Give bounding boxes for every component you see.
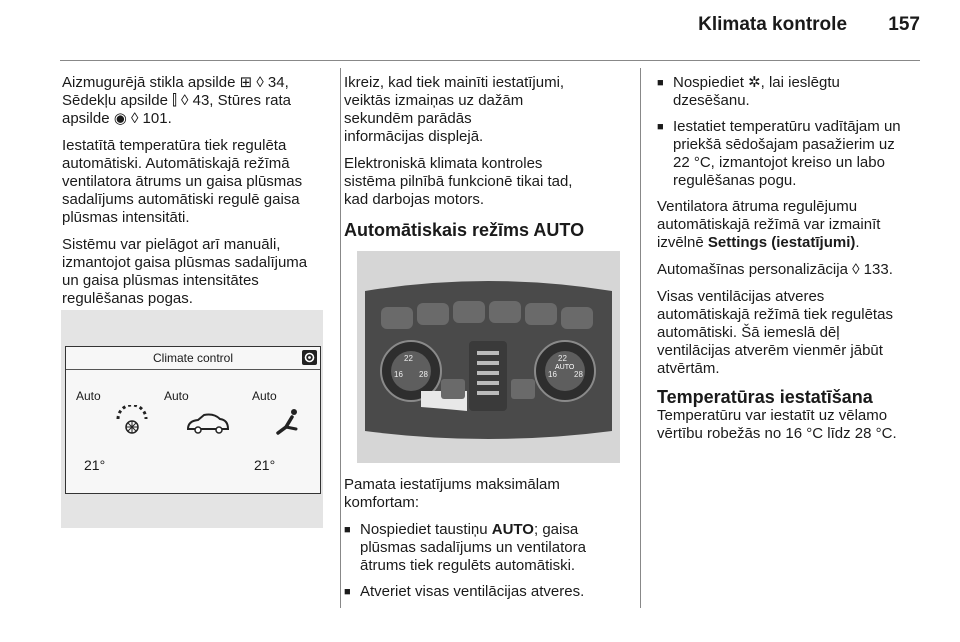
text-line: Nospiediet ✲, lai ieslēgtu	[673, 74, 840, 91]
text-line: sekundēm parādās	[344, 110, 472, 127]
paragraph-vents	[657, 288, 919, 378]
settings-icon	[302, 350, 317, 365]
paragraph-heating-refs	[62, 74, 324, 128]
settings-menu-label: Settings (iestatījumi)	[707, 234, 856, 251]
seat-icon	[274, 407, 302, 444]
heading-auto-mode: Automātiskais režīms AUTO	[344, 220, 585, 240]
heading-temperature-setting: Temperatūras iestatīšana	[657, 387, 873, 407]
header-rule	[60, 60, 920, 61]
paragraph-comfort	[344, 476, 612, 512]
text-line: veiktās izmaiņas uz dažām	[344, 92, 524, 109]
paragraph-manual	[62, 236, 324, 308]
text-line: Nospiediet taustiņu	[360, 521, 492, 538]
text-line: automātiski. Šā iemeslā dēļ	[657, 324, 840, 341]
list-item	[657, 118, 919, 190]
list-item	[344, 521, 612, 575]
text-line: ventilatora ātrums un gaisa plūsmas	[62, 173, 303, 190]
paragraph-info-display	[344, 74, 612, 146]
column-2	[344, 74, 612, 249]
display-title-bar	[66, 347, 320, 370]
text-line: automātiski. Automātiskajā režīmā	[62, 155, 290, 172]
temp-left: 21°	[84, 457, 106, 473]
knob-right-min: 16	[548, 370, 557, 379]
text-line: Temperatūru var iestatīt uz vēlamo	[657, 407, 888, 424]
paragraph-temp-range	[657, 407, 919, 443]
auto-label-seat: Auto	[252, 389, 277, 403]
text-line: apsilde ◉ ◊ 101.	[62, 110, 172, 127]
text-line: automātiskajā režīmā tiek regulētas	[657, 306, 893, 323]
text-line: plūsmas sadalījums un ventilatora	[360, 539, 586, 556]
list-item	[344, 583, 612, 601]
chapter-title: Klimata kontrole	[698, 14, 848, 35]
text-line: informācijas displejā.	[344, 128, 484, 145]
page-header	[698, 14, 920, 36]
knob-left-value: 22	[404, 354, 413, 363]
steps-list-continued	[657, 74, 919, 190]
car-icon	[184, 411, 232, 442]
text-line: dzesēšanu.	[673, 92, 750, 109]
text-line: priekšā sēdošajam pasažierim uz	[673, 136, 895, 153]
text-line: .	[855, 234, 860, 251]
text-line: komfortam:	[344, 494, 420, 511]
fan-icon	[114, 405, 150, 444]
text-line: kad darbojas motors.	[344, 191, 485, 208]
text-line: ventilācijas atverēm vienmēr jābūt	[657, 342, 883, 359]
knob-left-min: 16	[394, 370, 403, 379]
text-line: 22 °C, izmantojot kreiso un labo	[673, 154, 885, 171]
text-line: Visas ventilācijas atveres	[657, 288, 825, 305]
text-line: atvērtām.	[657, 360, 720, 377]
paragraph-auto-regulation	[62, 137, 324, 227]
auto-label-distribution: Auto	[164, 389, 189, 403]
control-panel-illustration	[357, 251, 620, 463]
text-line: un gaisa plūsmas intensitātes	[62, 272, 259, 289]
text-line: ātrums tiek regulēts automātiski.	[360, 557, 576, 574]
auto-button-label: AUTO	[491, 521, 534, 538]
text-line: izvēlnē	[657, 234, 708, 251]
text-line: Pamata iestatījums maksimālam	[344, 476, 560, 493]
text-line: Aizmugurējā stikla apsilde ⊞ ◊ 34,	[62, 74, 289, 91]
text-line: Automašīnas personalizācija ◊ 133.	[657, 261, 893, 278]
display-title: Climate control	[152, 351, 234, 365]
knob-right-max: 28	[574, 370, 583, 379]
climate-display-figure	[61, 310, 323, 528]
text-line: Ventilatora ātruma regulējumu	[657, 198, 858, 215]
text-line: ; gaisa	[533, 521, 579, 538]
knob-right-value: 22	[558, 354, 567, 363]
control-panel-figure	[357, 251, 620, 463]
knob-right-auto: AUTO	[555, 364, 575, 371]
column-divider	[340, 68, 341, 608]
text-line: vērtību robežās no 16 °C līdz 28 °C.	[657, 425, 897, 442]
column-2-lower	[344, 476, 612, 609]
column-1	[62, 74, 324, 317]
text-line: Iestatiet temperatūru vadītājam un	[673, 118, 901, 135]
auto-label-fan: Auto	[76, 389, 101, 403]
column-3	[657, 74, 919, 452]
text-line: Iestatītā temperatūra tiek regulēta	[62, 137, 287, 154]
list-item	[657, 74, 919, 110]
text-line: plūsmas intensitāti.	[62, 209, 190, 226]
text-line: sistēma pilnībā funkcionē tikai tad,	[344, 173, 573, 190]
text-line: Ikreiz, kad tiek mainīti iestatījumi,	[344, 74, 565, 91]
text-line: regulēšanas pogas.	[62, 290, 193, 307]
text-line: automātiskajā režīmā var izmainīt	[657, 216, 881, 233]
paragraph-personalization	[657, 261, 919, 279]
auto-steps-list	[344, 521, 612, 601]
text-line: sadalījums automātiski regulē gaisa	[62, 191, 300, 208]
climate-display	[65, 346, 321, 494]
page-number: 157	[888, 14, 920, 35]
text-line: Atveriet visas ventilācijas atveres.	[360, 583, 585, 600]
text-line: regulēšanas pogu.	[673, 172, 797, 189]
text-line: Sistēmu var pielāgot arī manuāli,	[62, 236, 281, 253]
paragraph-fan-speed	[657, 198, 919, 252]
paragraph-engine	[344, 155, 612, 209]
knob-left-max: 28	[419, 370, 428, 379]
temp-right: 21°	[254, 457, 276, 473]
text-line: Sēdekļu apsilde ⫿ ◊ 43, Stūres rata	[62, 92, 292, 109]
text-line: Elektroniskā klimata kontroles	[344, 155, 543, 172]
text-line: izmantojot gaisa plūsmas sadalījuma	[62, 254, 308, 271]
column-divider	[640, 68, 641, 608]
